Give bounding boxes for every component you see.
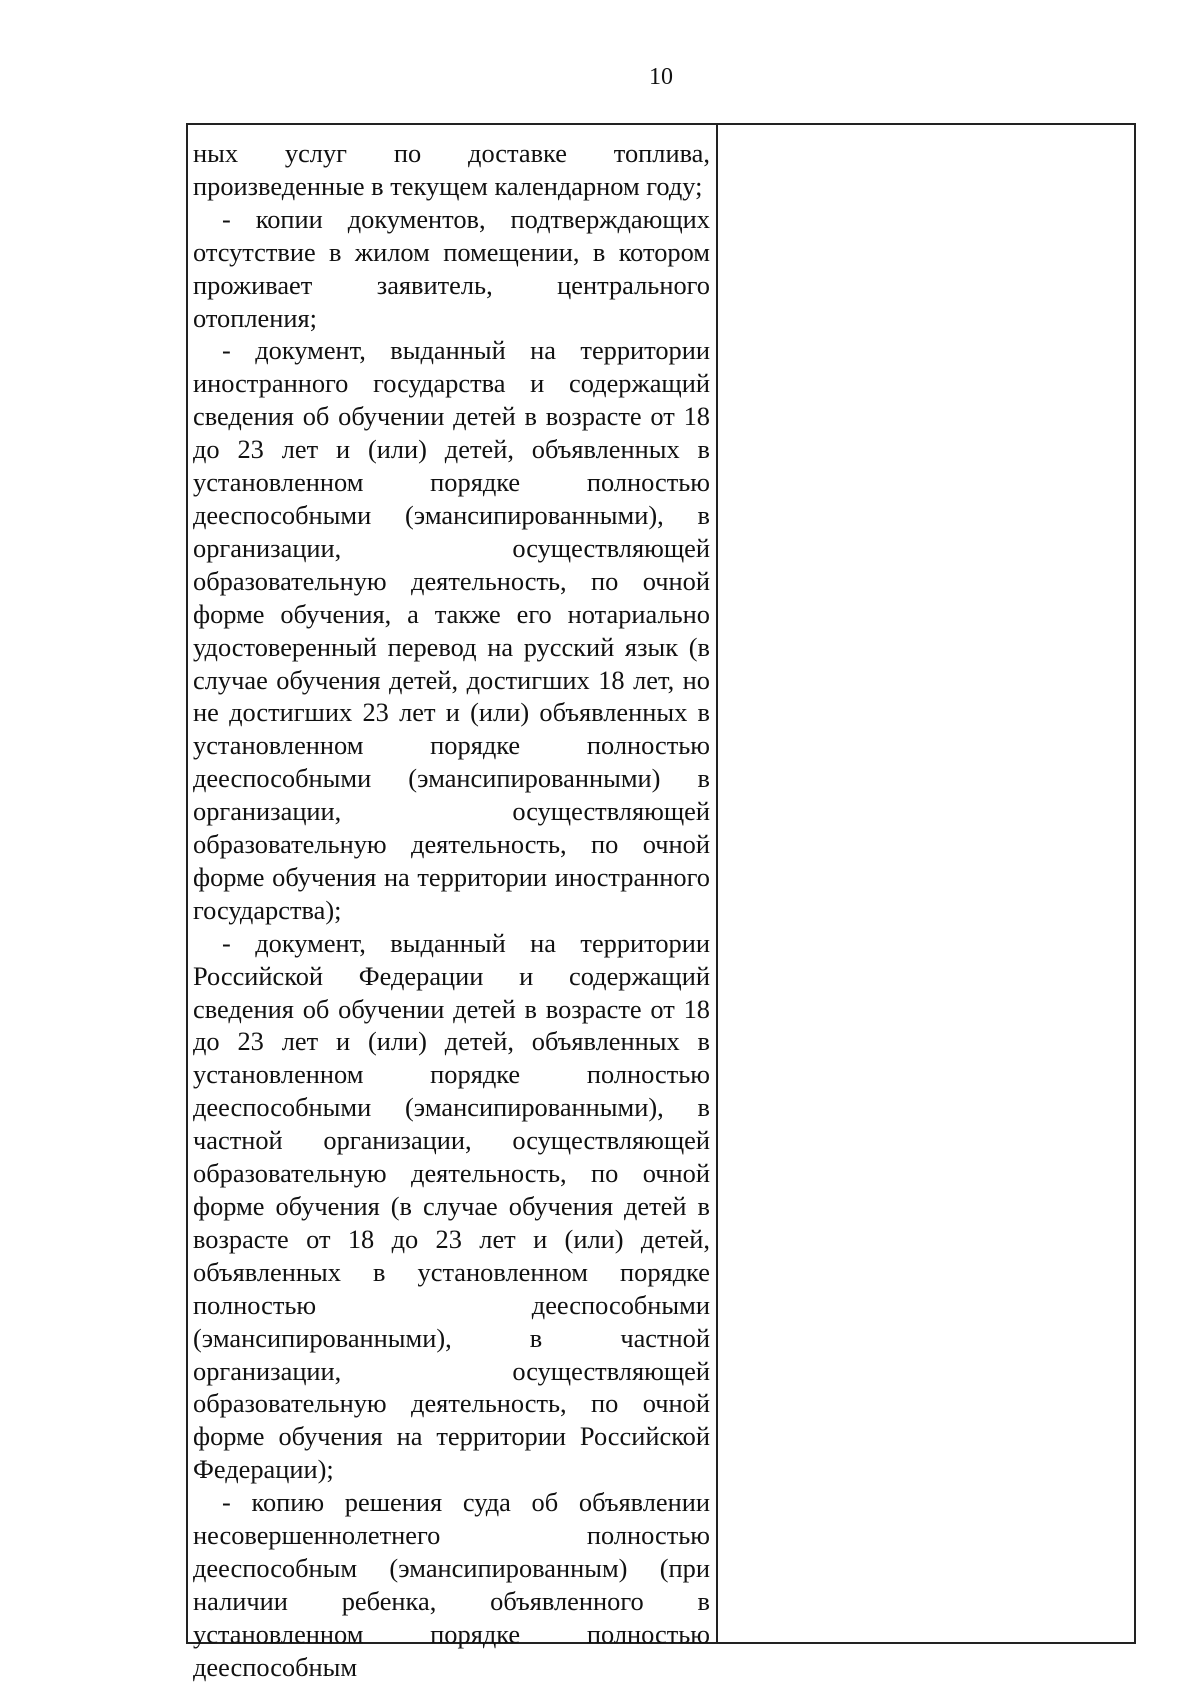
table-cell-text <box>188 125 718 1682</box>
paragraph-list-item: - документ, выданный на территории Российской Федерации и содержащий сведения об обучении детей в возрасте от 18 до 23 лет и (или) детей, объявленных в установленном порядке полностью дееспособными (эмансипированными), в частной организации, осуществляющей образовательную деятельность, по очной форме обучения (в случае обучения детей в возрасте от 18 до 23 лет и (или) детей, объявленных в установленном порядке полностью дееспособными (эмансипированными), в частной организации, осуществляющей образовательную деятельность, по очной форме обучения на территории Российской Федерации); <box>193 927 710 1485</box>
paragraph-list-item: - документ, выданный на территории иностранного государства и содержащий сведения об обучении детей в возрасте от 18 до 23 лет и (или) детей, объявленных в установленном порядке полностью дееспособными (эмансипированными), в организации, осуществляющей образовательную деятельность, по очной форме обучения, а также его нотариально удостоверенный перевод на русский язык (в случае обучения детей, достигших 18 лет, но не достигших 23 лет и (или) объявленных в установленном порядке полностью дееспособными (эмансипированными) в организации, осуществляющей образовательную деятельность, по очной форме обучения на территории иностранного государства); <box>193 335 710 925</box>
paragraph-list-item: - копию решения суда об объявлении несовершеннолетнего полностью дееспособным (эмансипированным) (при наличии ребенка, объявленного в установленном порядке полностью дееспособным <box>193 1487 710 1682</box>
document-table <box>186 123 1136 1682</box>
paragraph-continuation: ных услуг по доставке топлива, произведенные в текущем календарном году; <box>193 138 710 201</box>
table-cell-empty <box>718 125 1134 1642</box>
paragraph-list-item: - копии документов, подтверждающих отсутствие в жилом помещении, в котором проживает заявитель, центрального отопления; <box>193 203 710 333</box>
page-number: 10 <box>649 64 673 90</box>
